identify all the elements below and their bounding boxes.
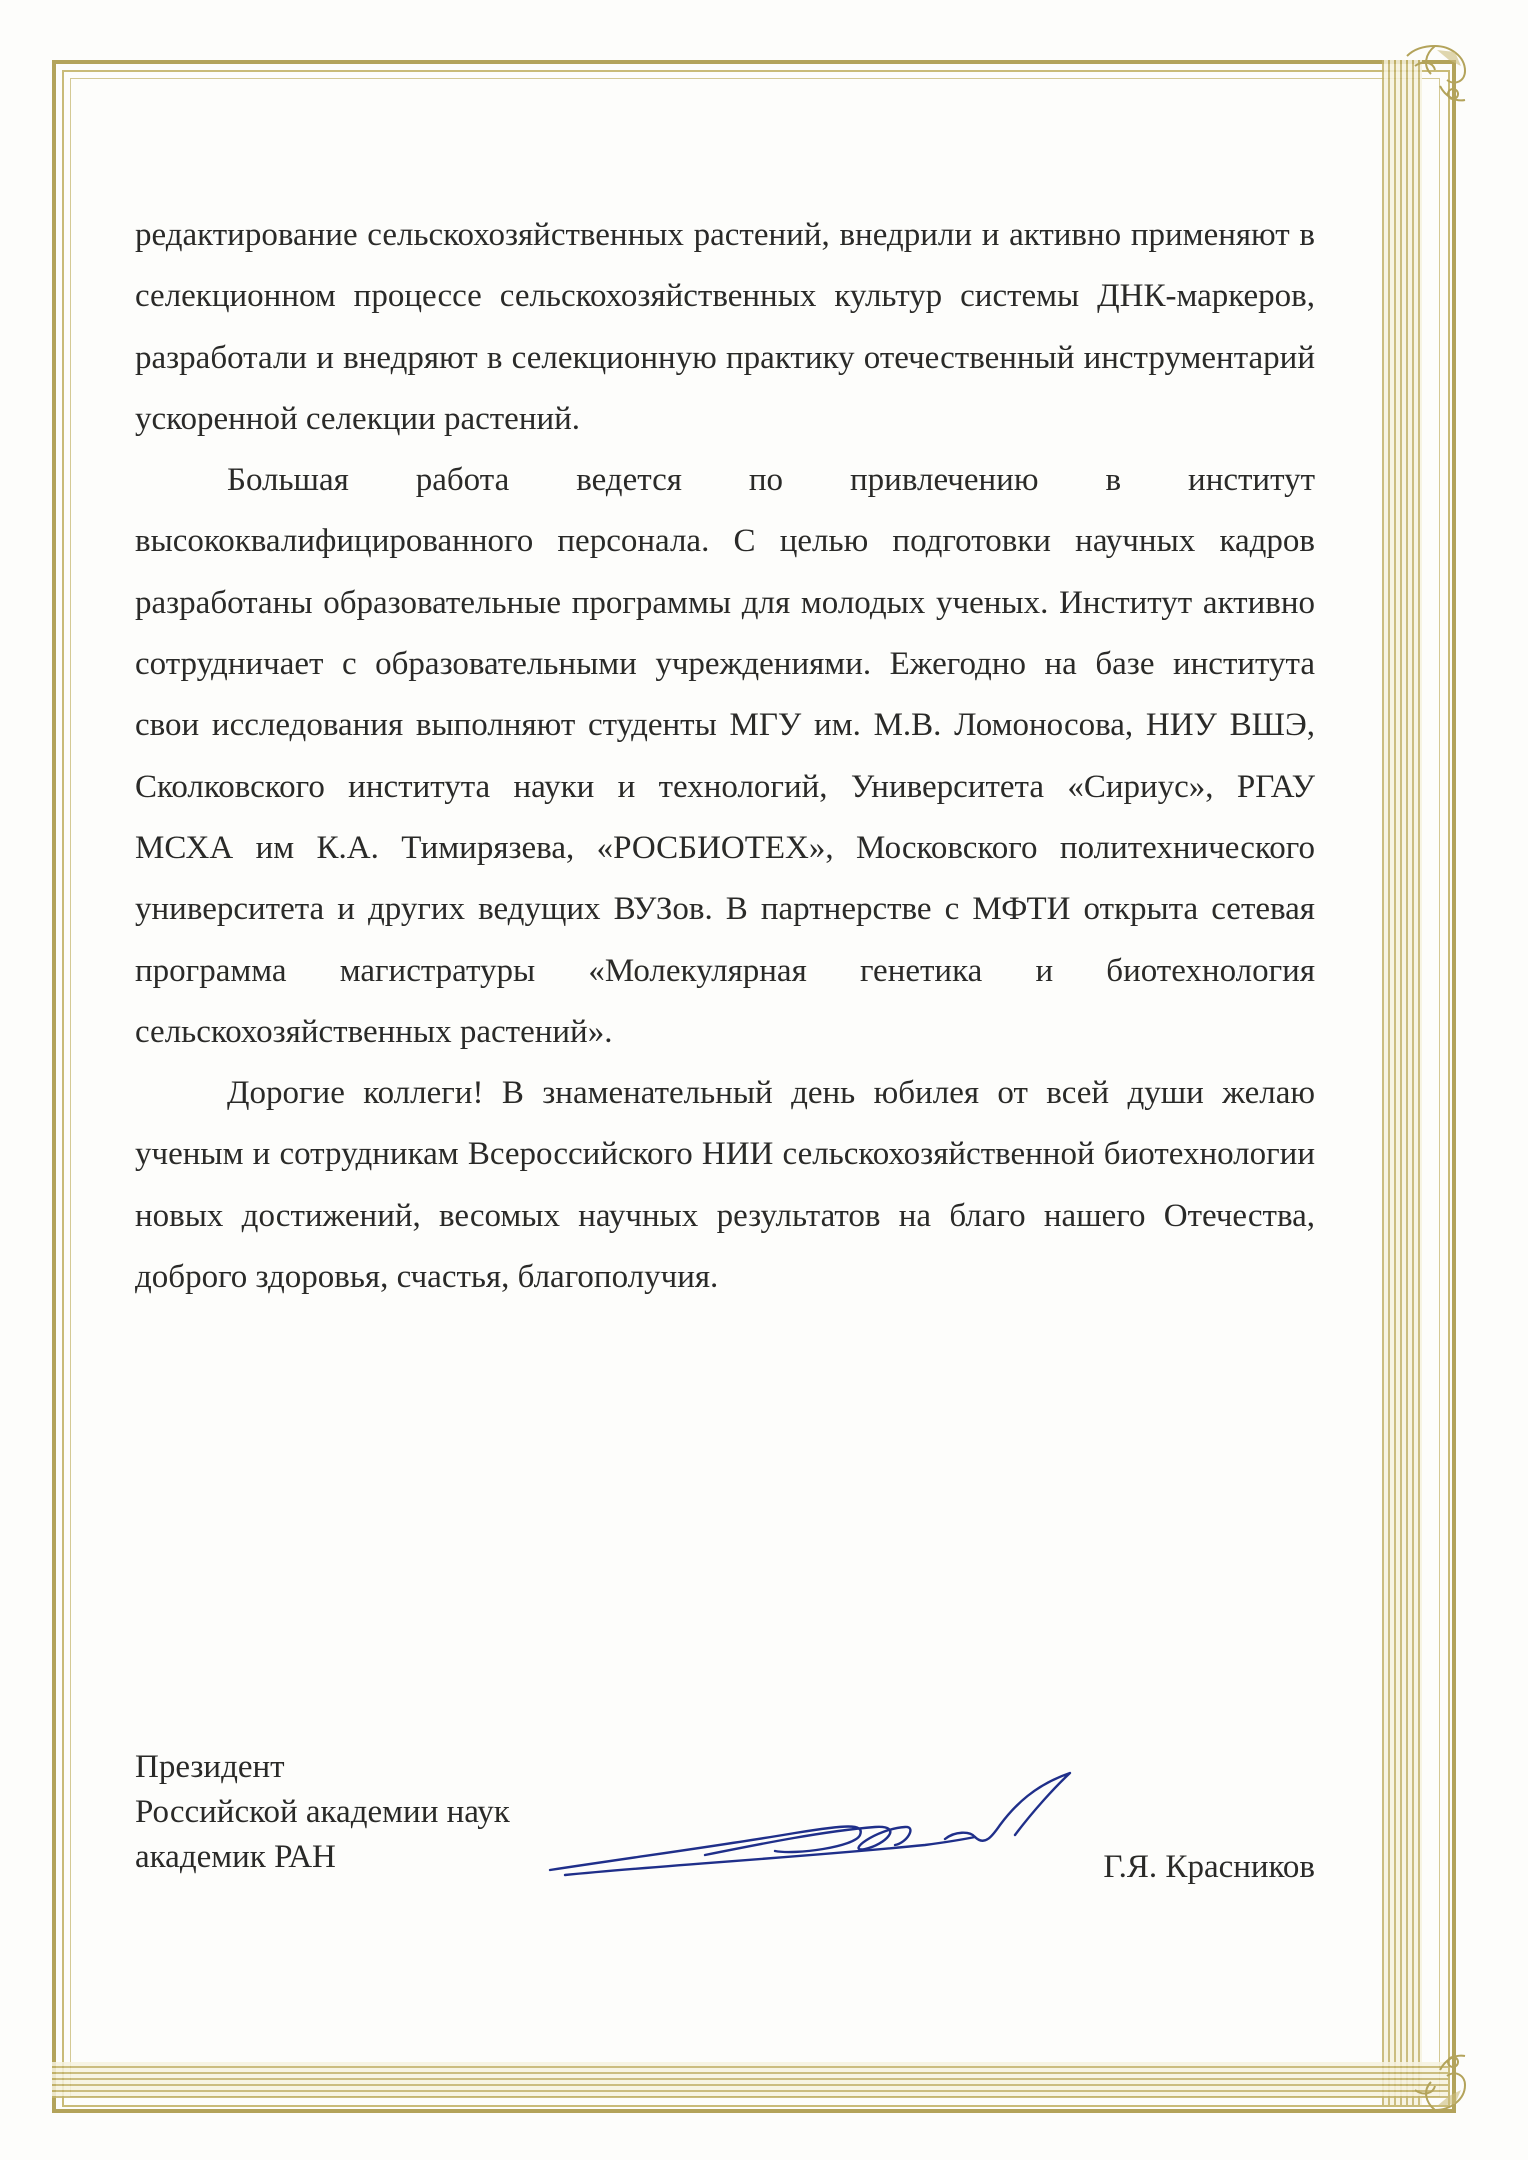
signatory-name: Г.Я. Красников — [1103, 1849, 1315, 1885]
signatory-title-line-3: академик РАН — [135, 1839, 336, 1875]
page-border-bottom-band — [52, 2062, 1448, 2098]
paragraph-education: Большая работа ведется по привлечению в институт высококвалифицированного персонала. С целью подготовки научных кадров разработаны образовательные программы для молодых ученых. Институт активно сотрудничает с образовательными учреждениями. Ежегодно на базе института свои исследования выполняют студенты МГУ им. М.В. Ломоносова, НИУ ВШЭ, Сколковского института науки и технологий, Университета «Сириус», РГАУ МСХА им К.А. Тимирязева, «РОСБИОТЕХ», Московского политехнического университета и других ведущих ВУЗов. В партнерстве с МФТИ открыта сетевая программа магистратуры «Молекулярная генетика и биотехнология сельскохозяйственных растений». — [135, 462, 1315, 1050]
handwritten-signature — [545, 1765, 1105, 1895]
corner-ornament-icon — [1395, 36, 1475, 116]
letter-body — [135, 205, 1315, 1308]
paragraph-congratulations: Дорогие коллеги! В знаменательный день юбилея от всей души желаю ученым и сотрудникам Всероссийского НИИ сельскохозяйственной биотехнологии новых достижений, весомых научных результатов на благо нашего Отечества, доброго здоровья, счастья, благополучия. — [135, 1075, 1315, 1296]
signatory-title-line-2: Российской академии наук — [135, 1794, 510, 1830]
page-border-right-band — [1382, 60, 1422, 2105]
paragraph-continuation: редактирование сельскохозяйственных растений, внедрили и активно применяют в селекционном процессе сельскохозяйственных культур системы ДНК-маркеров, разработали и внедряют в селекционную практику отечественный инструментарий ускоренной селекции растений. — [135, 217, 1315, 437]
signatory-title-line-1: Президент — [135, 1749, 285, 1785]
corner-ornament-icon — [1395, 2040, 1475, 2120]
